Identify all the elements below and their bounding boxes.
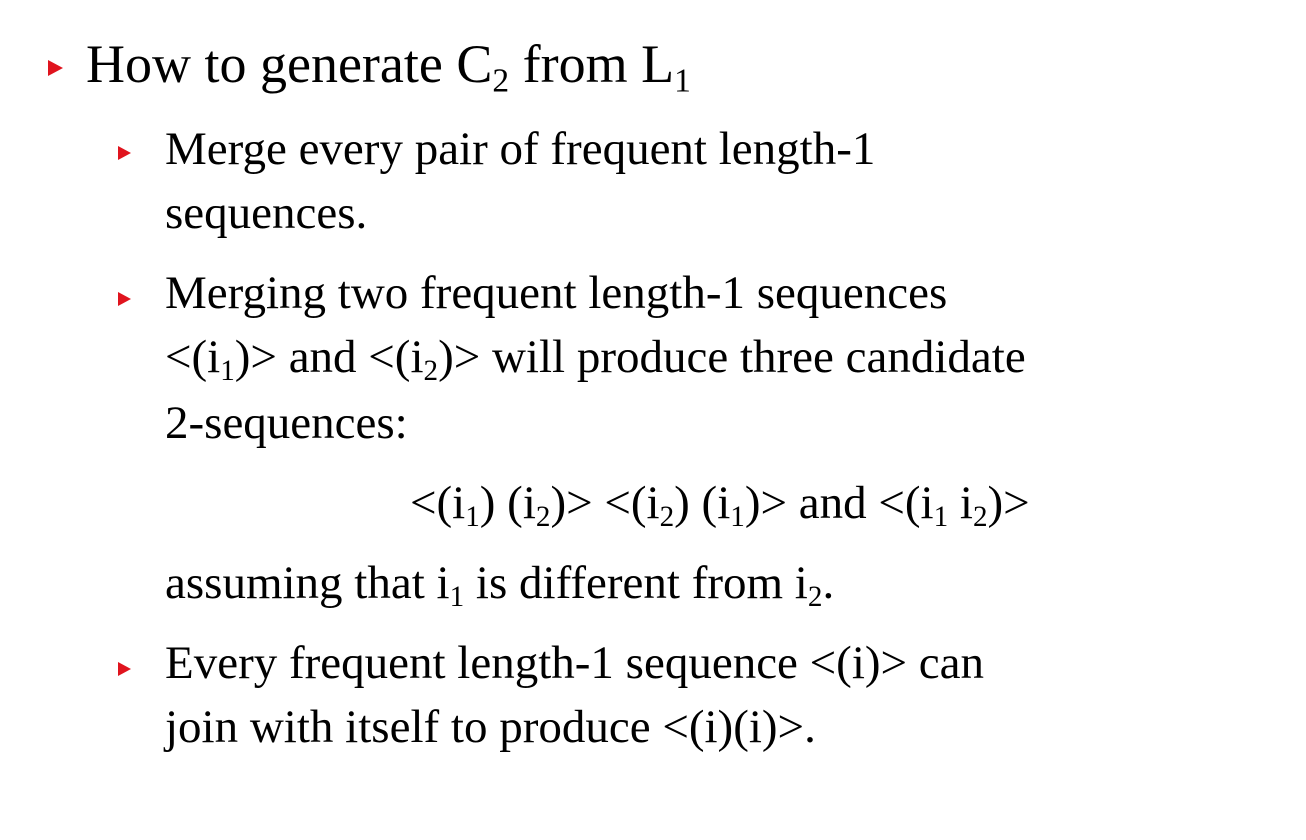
bullet-2-line-2-text-c: )> will produce three candidate — [438, 331, 1026, 383]
heading-subscript-1: 2 — [492, 62, 510, 100]
subscript: 2 — [972, 501, 988, 534]
heading-text-1: How to generate C — [86, 34, 493, 94]
bullet-2-line-1: Merging two frequent length-1 sequences — [165, 267, 948, 319]
formula-text: )> <(i — [550, 477, 660, 529]
bullet-2-line-2-text-b: )> and <(i — [234, 331, 424, 383]
formula-text: <(i — [410, 477, 466, 529]
red-triangle-bullet-icon — [118, 292, 131, 306]
assumption-text: is different from i — [464, 557, 808, 609]
bullet-2-line-2-text-a: <(i — [165, 331, 221, 383]
bullet-2-line-3: 2-sequences: — [165, 397, 408, 449]
formula-text: ) (i — [479, 477, 536, 529]
bullet-3-line-1: Every frequent length-1 sequence <(i)> can — [165, 637, 985, 689]
formula-text: ) (i — [674, 477, 731, 529]
subscript: 1 — [730, 501, 745, 534]
formula-text: i — [948, 477, 973, 529]
subscript: 2 — [807, 581, 823, 614]
subscript: 1 — [933, 501, 949, 534]
subscript: 2 — [659, 501, 675, 534]
formula-text: )> and <(i — [744, 477, 934, 529]
bullet-1-line-2: sequences. — [165, 187, 368, 239]
subscript: 1 — [465, 501, 480, 534]
red-triangle-bullet-icon — [48, 60, 63, 76]
subscript: 2 — [535, 501, 551, 534]
bullet-3-line-2: join with itself to produce <(i)(i)>. — [165, 701, 816, 753]
red-triangle-bullet-icon — [118, 662, 131, 676]
heading-subscript-2: 1 — [674, 62, 691, 100]
assumption-text: . — [822, 557, 835, 609]
heading-text-2: from L — [509, 34, 675, 94]
subscript: 1 — [220, 355, 235, 388]
bullet-1-line-1: Merge every pair of frequent length-1 — [165, 123, 876, 175]
formula-text: )> — [987, 477, 1030, 529]
assumption-text: assuming that i — [165, 557, 450, 609]
candidate-sequences-formula — [410, 476, 1030, 534]
bullet-2-line-2 — [165, 330, 1026, 388]
assumption-line — [165, 556, 835, 614]
subscript: 1 — [449, 581, 465, 614]
red-triangle-bullet-icon — [118, 146, 131, 160]
subscript: 2 — [423, 355, 439, 388]
slide-heading — [86, 34, 691, 100]
